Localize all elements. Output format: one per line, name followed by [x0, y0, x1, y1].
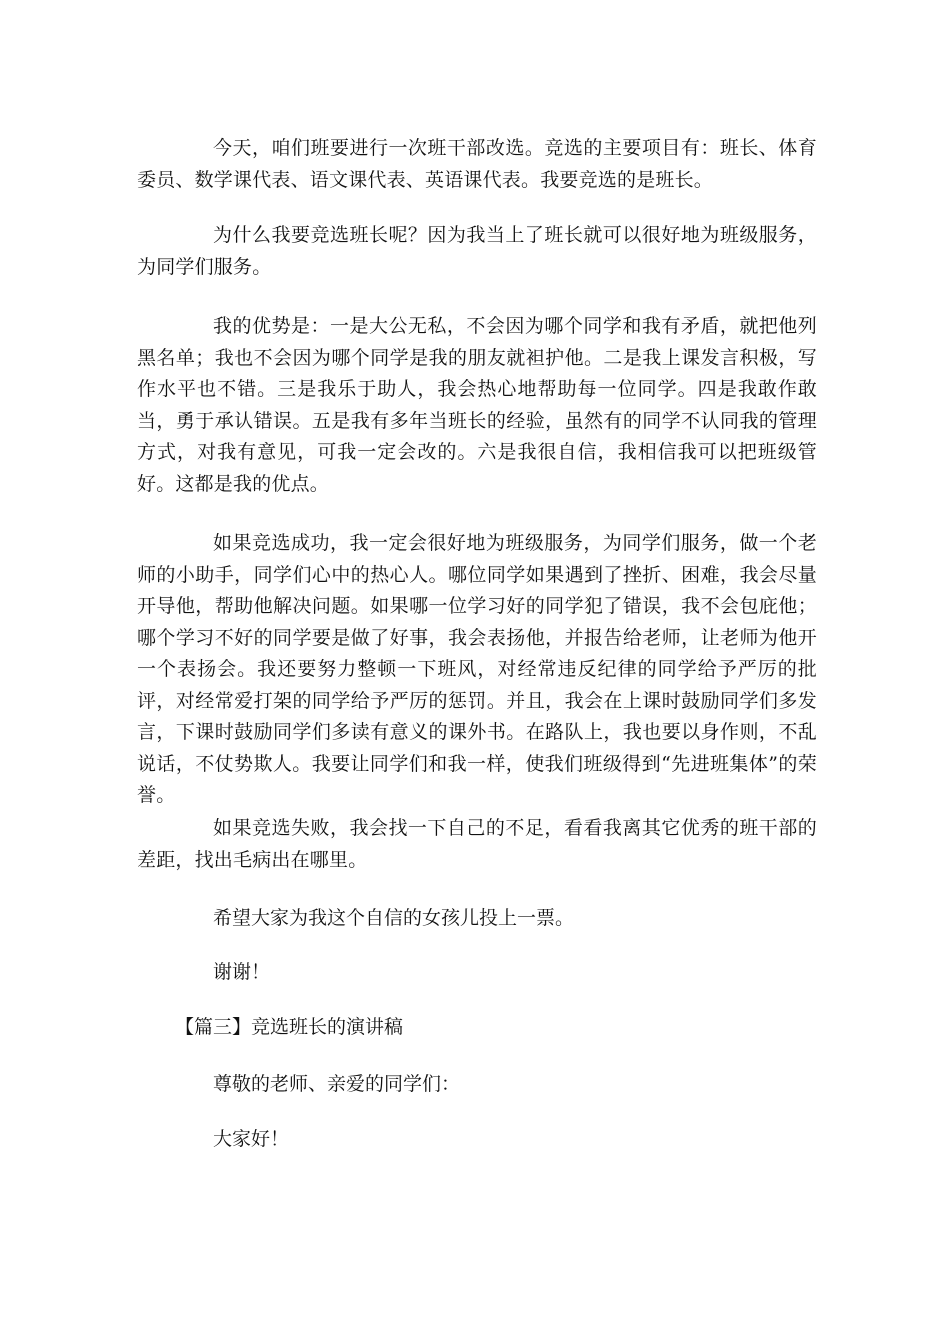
salutation-line: 尊敬的老师、亲爱的同学们： — [213, 1073, 461, 1095]
paragraph-if-success: 如果竞选成功，我一定会很好地为班级服务，为同学们服务，做一个老师的小助手，同学们心中的热心人。哪位同学如果遇到了挫折、困难，我会尽量开导他，帮助他解决问题。如果哪一位学习好的同学犯了错误，我不会包庇他；哪个学习不好的同学要是做了好事，我会表扬他，并报告给老师，让老师为他开一个表扬会。我还要努力整顿一下班风，对经常违反纪律的同学给予严厉的批评，对经常爱打架的同学给予严厉的惩罚。并且，我会在上课时鼓励同学们多发言，下课时鼓励同学们多读有意义的课外书。在路队上，我也要以身作则，不乱说话，不仗势欺人。我要让同学们和我一样，使我们班级得到“先进班集体”的荣誉。 — [137, 532, 817, 806]
greeting-line: 大家好！ — [213, 1128, 290, 1150]
closing-hope-line: 希望大家为我这个自信的女孩儿投上一票。 — [213, 907, 575, 929]
paragraph-strengths: 我的优势是：一是大公无私，不会因为哪个同学和我有矛盾，就把他列黑名单；我也不会因为哪个同学是我的朋友就袒护他。二是我上课发言积极，写作水平也不错。三是我乐于助人，我会热心地帮助每一位同学。四是我敢作敢当，勇于承认错误。五是我有多年当班长的经验，虽然有的同学不认同我的管理方式，对我有意见，可我一定会改的。六是我很自信，我相信我可以把班级管好。这都是我的优点。 — [137, 315, 817, 495]
paragraph-reason: 为什么我要竞选班长呢？因为我当上了班长就可以很好地为班级服务，为同学们服务。 — [137, 224, 817, 278]
paragraph-intro: 今天，咱们班要进行一次班干部改选。竞选的主要项目有：班长、体育委员、数学课代表、语文课代表、英语课代表。我要竞选的是班长。 — [137, 137, 817, 191]
section-heading: 【篇三】竞选班长的演讲稿 — [175, 1016, 404, 1038]
paragraph-if-fail: 如果竞选失败，我会找一下自己的不足，看看我离其它优秀的班干部的差距，找出毛病出在哪里。 — [137, 817, 817, 871]
thanks-line: 谢谢！ — [213, 961, 271, 983]
